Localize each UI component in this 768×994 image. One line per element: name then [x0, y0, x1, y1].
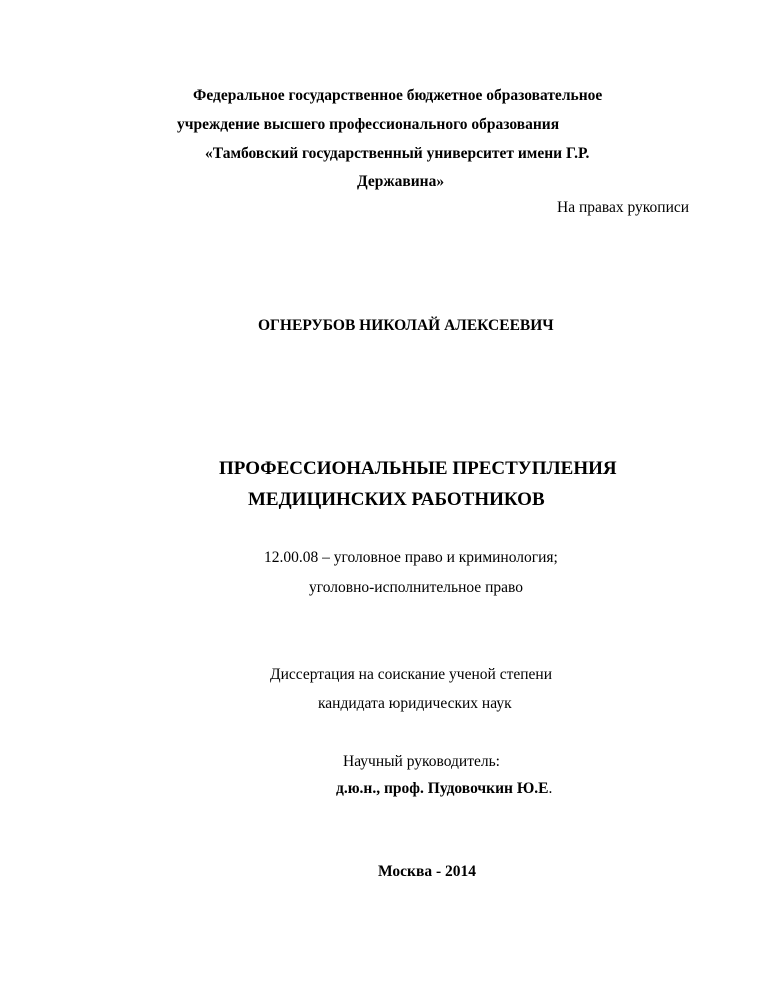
supervisor-name-line: [336, 781, 552, 797]
specialty-line-2: уголовно-исполнительное право: [309, 579, 523, 596]
author-name: ОГНЕРУБОВ НИКОЛАЙ АЛЕКСЕЕВИЧ: [258, 317, 554, 334]
supervisor-label: Научный руководитель:: [343, 753, 500, 770]
degree-line-1: Диссертация на соискание ученой степени: [270, 666, 552, 683]
specialty-line-1: 12.00.08 – уголовное право и криминология;: [264, 549, 558, 566]
institution-line-1: Федеральное государственное бюджетное образовательное: [193, 87, 603, 104]
city-year: Москва - 2014: [378, 863, 477, 880]
supervisor-name: д.ю.н., проф. Пудовочкин Ю.Е: [336, 780, 549, 797]
dissertation-title-line-1: ПРОФЕССИОНАЛЬНЫЕ ПРЕСТУПЛЕНИЯ: [219, 458, 617, 479]
degree-line-2: кандидата юридических наук: [318, 695, 512, 712]
institution-line-4: Державина»: [357, 173, 445, 190]
dissertation-title-line-2: МЕДИЦИНСКИХ РАБОТНИКОВ: [248, 489, 545, 510]
manuscript-note: На правах рукописи: [557, 199, 690, 216]
institution-line-2: учреждение высшего профессионального образования: [177, 116, 560, 133]
supervisor-trailing-period: .: [548, 780, 553, 797]
institution-line-3: «Тамбовский государственный университет имени Г.Р.: [205, 145, 590, 162]
